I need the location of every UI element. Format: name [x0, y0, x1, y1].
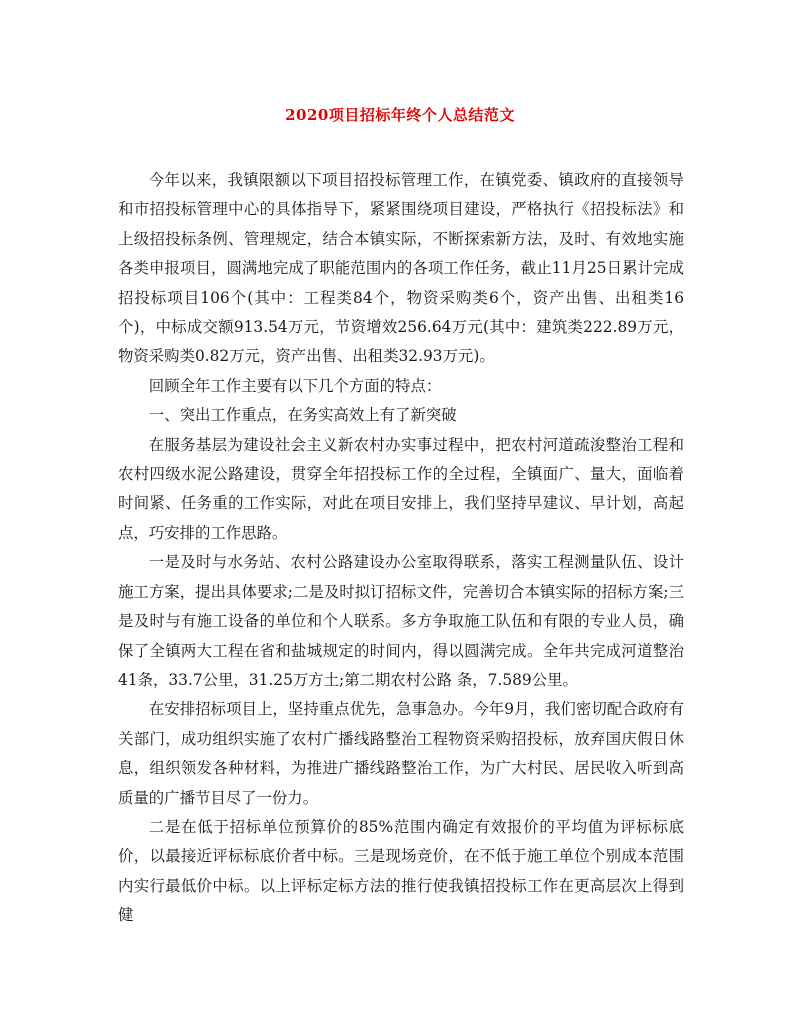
paragraph-key-projects: 在安排招标项目上，坚持重点优先，急事急办。今年9月，我们密切配合政府有关部门，成功组织实施了农村广播线路整治工程物资采购招投标，放弃国庆假日休息，组织领发各种材料，为推进广播线路整治工作，为广大村民、居民收入听到高质量的广播节目尽了一份力。 — [118, 700, 684, 807]
section-heading-one: 一、突出工作重点，在务实高效上有了新突破 — [148, 406, 457, 425]
paragraph-summary: 今年以来，我镇限额以下项目招投标管理工作，在镇党委、镇政府的直接领导和市招投标管理中心的具体指导下，紧紧围绕项目建设，严格执行《招投标法》和上级招投标条例、管理规定，结合本镇实际，不断探索新方法，及时、有效地实施各类申报项目，圆满地完成了职能范围内的各项工作任务，截止11月25日累计完成招投标项目106个(其中：工程类84个，物资采购类6个，资产出售、出租类16个)，中标成交额913.54万元，节资增效256.64万元(其中：建筑类222.89万元，物资采购类0.82万元，资产出售、出租类32.93万元)。 — [118, 171, 684, 366]
paragraph-measures: 一是及时与水务站、农村公路建设办公室取得联系，落实工程测量队伍、设计施工方案，提出具体要求;二是及时拟订招标文件，完善切合本镇实际的招标方案;三是及时与有施工设备的单位和个人联系。多方争取施工队伍和有限的专业人员，确保了全镇两大工程在省和盐城规定的时间内，得以圆满完成。全年共完成河道整治41条，33.7公里，31.25万方土;第二期农村公路 条，7.589公里。 — [118, 553, 684, 689]
document-body — [118, 166, 684, 931]
paragraph-evaluation-methods: 二是在低于招标单位预算价的85%范围内确定有效报价的平均值为评标标底价，以最接近评标标底价者中标。三是现场竞价，在不低于施工单位个别成本范围内实行最低价中标。以上评标定标方法的推行使我镇招投标工作在更高层次上得到健 — [118, 817, 684, 925]
paragraph-review-intro: 回顾全年工作主要有以下几个方面的特点： — [148, 376, 442, 395]
paragraph-rural-service: 在服务基层为建设社会主义新农村办实事过程中，把农村河道疏浚整治工程和农村四级水泥公路建设，贯穿全年招投标工作的全过程，全镇面广、量大，面临着时间紧、任务重的工作实际，对此在项目安排上，我们坚持早建议、早计划，高起点，巧安排的工作思路。 — [118, 435, 684, 542]
document-title: 2020项目招标年终个人总结范文 — [285, 106, 515, 124]
